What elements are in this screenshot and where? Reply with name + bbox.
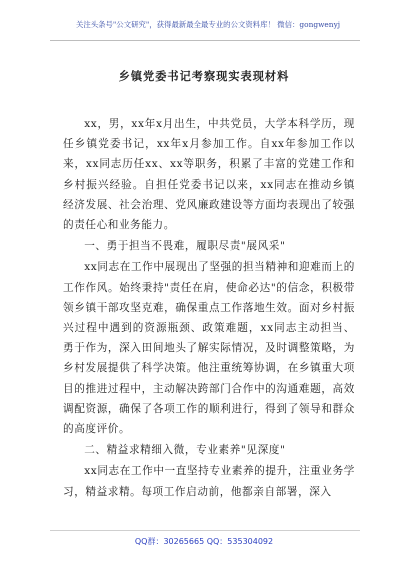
footer-contact: QQ群：30265665 QQ：535304092 [134,537,274,546]
document-body [63,114,355,502]
paragraph-section-2: xx同志在工作中一直坚持专业素养的提升，注重业务学习，精益求精。每项工作启动前，他都亲自部署，深入 [63,465,355,498]
section-heading-1: 一、勇于担当不畏难，履职尽责"展风采" [84,240,286,253]
document-title: 乡镇党委书记考察现实表现材料 [118,69,290,83]
paragraph-section-1: xx同志在工作中展现出了坚强的担当精神和迎难而上的工作作风。始终秉持"责任在肩，使命必达"的信念，积极带领乡镇干部攻坚克难，确保重点工作落地生效。面对乡村振兴过程中遇到的资源瓶颈、政策难题，xx同志主动担当、勇于作为，深入田间地头了解实际情况，及时调整策略，为乡村发展提供了科学决策。他注重统筹协调，在乡镇重大项目的推进过程中，主动解决跨部门合作中的沟通难题，高效调配资源，确保了各项工作的顺利进行，得到了领导和群众的高度评价。 [63,261,355,436]
footer-divider [50,530,360,531]
section-heading-2: 二、精益求精细入微，专业素养"见深度" [84,444,286,457]
paragraph-intro: xx，男，xx年x月出生，中共党员，大学本科学历，现任乡镇党委书记，xx年x月参加工作。自xx年参加工作以来，xx同志历任xx、xx等职务，积累了丰富的党建工作和乡村振兴经验。自担任党委书记以来，xx同志在推动乡镇经济发展、社会治理、党风廉政建设等方面均表现出了较强的责任心和业务能力。 [63,118,355,232]
header-divider [50,40,360,41]
header-banner: 关注头条号"公文研究"，获得最新最全最专业的公文资料库！ 微信：gongwenyj [75,20,341,29]
